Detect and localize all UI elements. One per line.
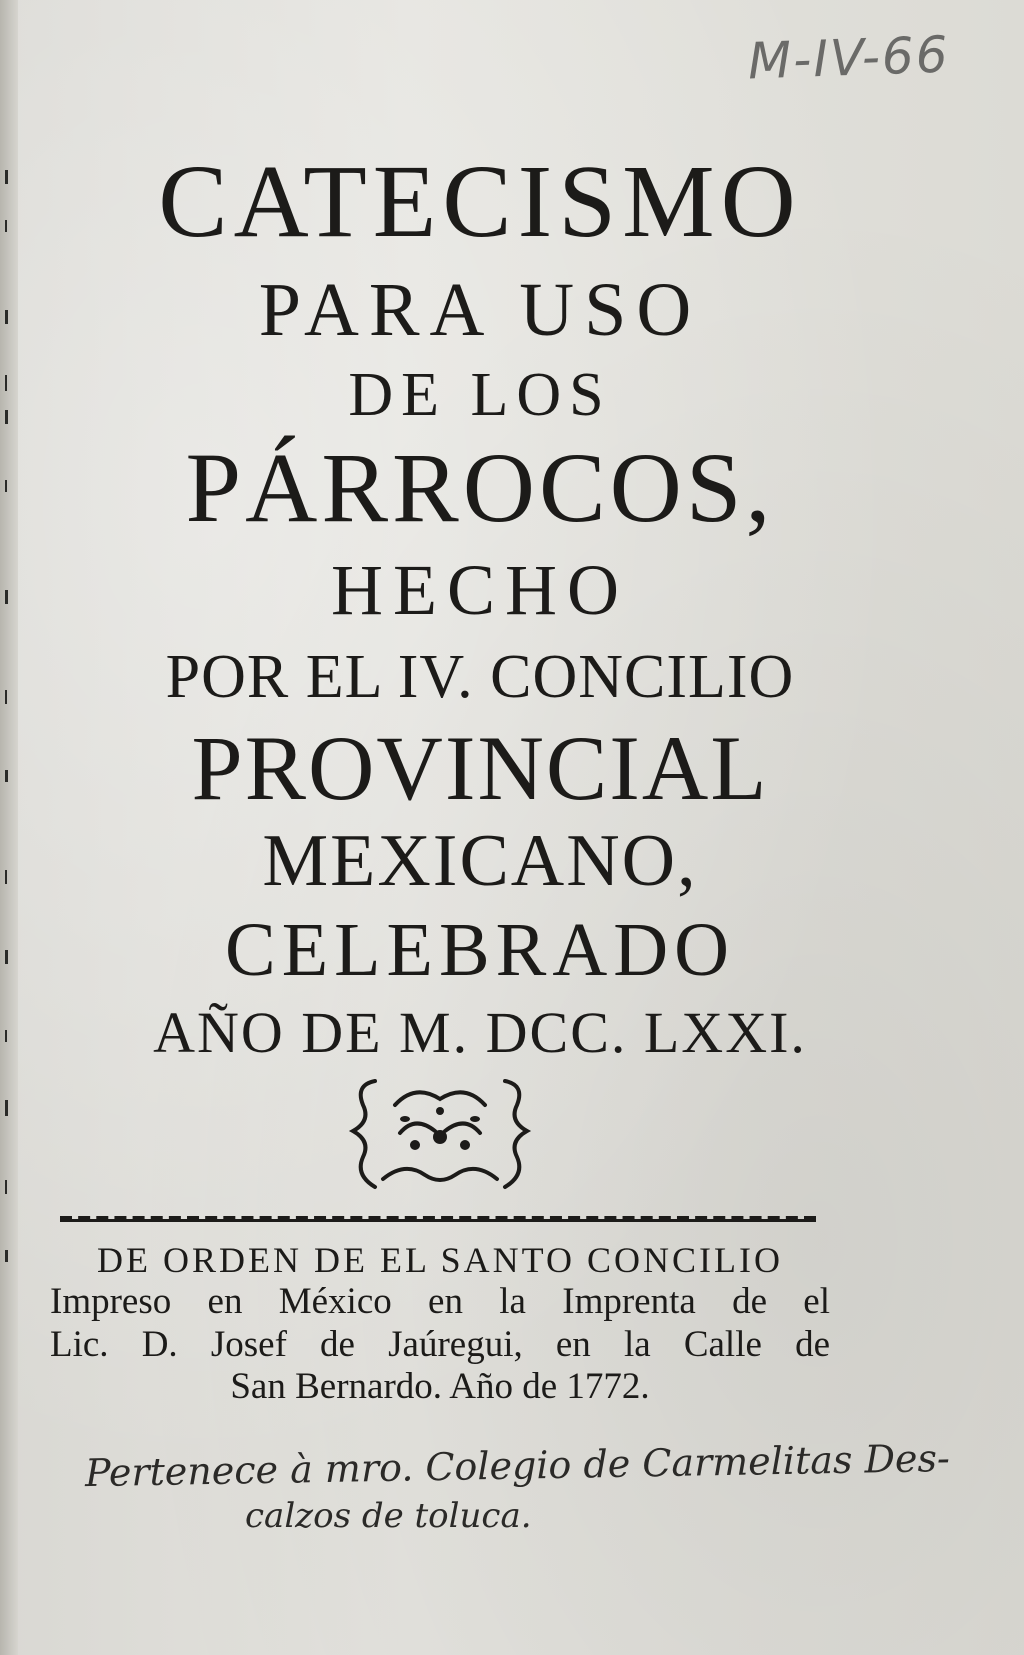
printers-ornament-icon [345, 1075, 535, 1195]
shelfmark-handwritten: M-IV-66 [747, 25, 951, 91]
title-line-5: HECHO [331, 550, 629, 630]
title-line-10: AÑO DE M. DCC. LXXI. [153, 1000, 807, 1065]
imprint-line-1: DE ORDEN DE EL SANTO CONCILIO [97, 1240, 783, 1280]
title-line-9: CELEBRADO [225, 908, 735, 992]
title-line-7: PROVINCIAL [191, 717, 769, 819]
title-line-1: CATECISMO [158, 144, 802, 259]
inscription-line-1: Pertenece à mro. Colegio de Carmelitas Des- [84, 1436, 951, 1496]
title-block [40, 144, 920, 1065]
divider-rule-solid [60, 1219, 816, 1222]
gutter-type-marks [2, 170, 12, 1270]
imprint-line-4: San Bernardo. Año de 1772. [230, 1366, 650, 1408]
title-line-6: POR EL IV. CONCILIO [165, 643, 795, 711]
inscription-line-2: calzos de toluca. [245, 1496, 532, 1537]
title-line-8: MEXICANO, [262, 820, 698, 902]
imprint-block [50, 1240, 830, 1409]
title-line-2: PARA USO [258, 268, 702, 352]
imprint-line-2: Impreso en México en la Imprenta de el [50, 1281, 830, 1323]
title-line-4: PÁRROCOS, [185, 432, 775, 543]
title-line-3: DE LOS [348, 361, 612, 429]
binding-gutter [0, 0, 18, 1655]
ownership-inscription [84, 1436, 951, 1541]
imprint-line-3: Lic. D. Josef de Jaúregui, en la Calle de [50, 1323, 830, 1365]
